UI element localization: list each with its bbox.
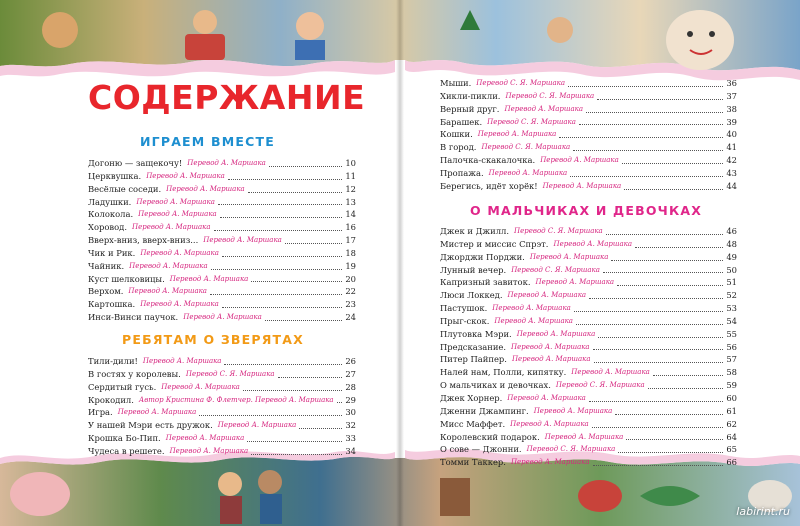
toc-entry-translator: Перевод А. Маршака (494, 316, 573, 325)
toc-entry-page: 57 (726, 354, 737, 365)
toc-entry-page: 54 (726, 315, 737, 326)
toc-entry-page: 24 (345, 312, 356, 323)
toc-entry-title: Мисс Маффет. (440, 418, 506, 429)
toc-entry-page: 36 (726, 78, 737, 88)
toc-entry-translator: Перевод А. Маршака (533, 406, 613, 415)
toc-entry (440, 341, 737, 354)
toc-entry-title: Лунный вечер. (440, 264, 507, 275)
toc-leader-dots (589, 297, 723, 299)
toc-entry-page: 16 (345, 222, 356, 233)
toc-entry-page: 27 (345, 368, 356, 379)
toc-entry (88, 221, 356, 234)
toc-entry-title: Мистер и миссис Спрэт. (440, 238, 549, 249)
toc-entry-title: Хикли-пикли. (440, 90, 501, 101)
toc-entry-title: О мальчиках и девочках. (440, 380, 551, 391)
toc-entry (440, 353, 737, 366)
toc-entry (88, 311, 356, 324)
toc-entry-title: В город. (440, 142, 477, 153)
toc-entry-title: Догоню — защекочу! (88, 158, 183, 168)
section-heading-kids: О МАЛЬЧИКАХ И ДЕВОЧКАХ (470, 203, 703, 218)
toc-entry-translator: Перевод А. Маршака (542, 181, 622, 190)
toc-entry-translator: Перевод А. Маршака (511, 342, 590, 351)
toc-entry-title: Мыши. (440, 78, 472, 88)
toc-entry (88, 432, 356, 445)
toc-entry-page: 20 (345, 273, 356, 284)
toc-entry-translator: Перевод А. Маршака (165, 434, 245, 443)
toc-entry (440, 276, 737, 289)
toc-list-play (88, 157, 356, 324)
toc-entry-title: Тили-дили! (88, 356, 138, 366)
toc-leader-dots (222, 306, 343, 308)
toc-entry-translator: Перевод А. Маршака (544, 432, 624, 441)
toc-entry (440, 167, 737, 180)
toc-entry-translator: Перевод А. Маршака (166, 184, 245, 193)
toc-entry-title: Верный друг. (440, 103, 500, 114)
toc-leader-dots (247, 440, 342, 442)
toc-entry-title: Томми Таккер. (440, 457, 506, 468)
section-heading-animals: РЕБЯТАМ О ЗВЕРЯТАХ (122, 332, 304, 347)
toc-entry (440, 443, 737, 456)
toc-entry-translator: Автор Кристина Ф. Флетчер. Перевод А. Маршака (138, 395, 334, 404)
toc-leader-dots (251, 280, 342, 282)
toc-leader-dots (611, 259, 723, 261)
toc-entry-page: 22 (345, 286, 356, 297)
toc-leader-dots (594, 361, 724, 363)
toc-entry-translator: Перевод А. Маршака (540, 156, 619, 165)
toc-entry-translator: Перевод С. Я. Маршака (526, 445, 616, 454)
toc-entry-page: 58 (726, 367, 737, 378)
toc-entry (440, 366, 737, 379)
toc-entry-page: 13 (345, 196, 356, 207)
toc-entry-page: 23 (345, 299, 356, 310)
toc-entry-page: 33 (345, 433, 356, 444)
toc-leader-dots (269, 165, 343, 167)
toc-leader-dots (617, 284, 723, 286)
toc-entry-title: Инси-Винси паучок. (88, 312, 179, 323)
toc-list-animals-left (88, 355, 356, 458)
page-title: СОДЕРЖАНИЕ (88, 78, 366, 117)
toc-entry-translator: Перевод А. Маршака (142, 357, 222, 365)
toc-entry-title: Верхом. (88, 286, 124, 297)
section-heading-play: ИГРАЕМ ВМЕСТЕ (140, 134, 275, 149)
toc-entry-translator: Перевод А. Маршака (535, 278, 615, 287)
toc-entry-title: О сове — Джонни. (440, 444, 522, 455)
toc-entry (440, 238, 737, 251)
toc-leader-dots (248, 191, 343, 193)
toc-entry-translator: Перевод С. Я. Маршака (481, 143, 571, 152)
toc-leader-dots (228, 178, 343, 180)
toc-entry-translator: Перевод А. Маршака (140, 248, 219, 257)
toc-entry (440, 405, 737, 418)
toc-entry (440, 379, 737, 392)
toc-entry (88, 273, 356, 286)
toc-entry-title: Барашек. (440, 116, 483, 127)
toc-entry-page: 53 (726, 303, 737, 314)
toc-entry-title: Вверх-вниз, вверх-вниз... (88, 235, 199, 246)
toc-entry (440, 141, 737, 154)
toc-entry (440, 315, 737, 328)
toc-entry-translator: Перевод А. Маршака (529, 252, 609, 261)
toc-entry-translator: Перевод А. Маршака (131, 223, 211, 232)
toc-entry-page: 49 (726, 251, 737, 262)
toc-leader-dots (648, 387, 724, 389)
toc-entry-title: Чудеса в решете. (88, 445, 165, 456)
toc-entry (88, 196, 356, 209)
toc-leader-dots (624, 188, 723, 190)
toc-entry-title: Джорджи Порджи. (440, 251, 525, 262)
toc-entry (440, 116, 737, 129)
toc-entry (88, 368, 356, 381)
toc-leader-dots (211, 268, 343, 270)
toc-entry (440, 289, 737, 302)
toc-entry-page: 37 (726, 90, 737, 101)
toc-entry-page: 14 (345, 209, 356, 220)
toc-entry (88, 208, 356, 221)
toc-entry (88, 247, 356, 260)
toc-entry-title: Крокодил. (88, 394, 134, 405)
toc-entry-page: 40 (726, 129, 737, 140)
toc-leader-dots (586, 111, 723, 113)
toc-leader-dots (222, 255, 342, 257)
toc-entry-translator: Перевод А. Маршака (203, 236, 282, 245)
toc-entry-page: 29 (345, 394, 356, 405)
toc-leader-dots (251, 453, 342, 455)
toc-leader-dots (589, 400, 723, 402)
toc-leader-dots (653, 374, 724, 376)
book-spine (396, 0, 404, 526)
toc-entry-page: 60 (726, 392, 737, 403)
toc-entry-page: 10 (345, 158, 356, 168)
toc-leader-dots (299, 427, 342, 429)
toc-leader-dots (598, 336, 723, 338)
toc-entry-translator: Перевод А. Маршака (129, 261, 208, 270)
toc-leader-dots (606, 233, 724, 235)
toc-entry-translator: Перевод А. Маршака (510, 458, 590, 467)
toc-entry (88, 170, 356, 183)
toc-leader-dots (593, 464, 724, 466)
toc-entry-translator: Перевод С. Я. Маршака (511, 265, 600, 274)
toc-entry-translator: Перевод А. Маршака (477, 130, 557, 139)
toc-leader-dots (285, 242, 343, 244)
toc-entry (88, 445, 356, 458)
toc-entry-page: 26 (345, 356, 356, 366)
toc-leader-dots (559, 136, 723, 138)
toc-entry-translator: Перевод А. Маршака (161, 382, 240, 391)
toc-entry-page: 46 (726, 226, 737, 236)
toc-entry-translator: Перевод А. Маршака (128, 287, 207, 296)
toc-entry-title: Капризный завиток. (440, 277, 531, 288)
toc-leader-dots (622, 162, 724, 164)
toc-leader-dots (576, 323, 723, 325)
toc-entry-translator: Перевод С. Я. Маршака (476, 79, 565, 87)
labirint-logo: labirint.ru (736, 505, 790, 518)
toc-entry (440, 180, 737, 193)
toc-entry-page: 41 (726, 142, 737, 153)
toc-entry (88, 234, 356, 247)
toc-entry-title: У нашей Мэри есть дружок. (88, 420, 213, 431)
toc-entry (440, 418, 737, 431)
toc-entry-page: 28 (345, 381, 356, 392)
toc-entry-title: Пропажа. (440, 167, 484, 178)
toc-entry-page: 43 (726, 167, 737, 178)
toc-entry-page: 38 (726, 103, 737, 114)
toc-entry-page: 52 (726, 290, 737, 301)
toc-entry (88, 285, 356, 298)
toc-list-kids (440, 225, 737, 469)
toc-entry (440, 225, 737, 238)
toc-entry-translator: Перевод А. Маршака (511, 355, 591, 364)
toc-entry-translator: Перевод А. Маршака (187, 159, 266, 167)
toc-entry-translator: Перевод А. Маршака (516, 329, 596, 338)
toc-entry-title: Предсказание. (440, 341, 507, 352)
toc-entry (88, 355, 356, 368)
toc-entry (440, 328, 737, 341)
toc-leader-dots (570, 175, 723, 177)
toc-entry-translator: Перевод А. Маршака (507, 393, 586, 402)
toc-entry-title: Хоровод. (88, 222, 127, 233)
toc-list-animals-right (440, 77, 737, 193)
toc-entry-page: 56 (726, 341, 737, 352)
toc-entry-page: 61 (726, 405, 737, 416)
toc-entry-page: 44 (726, 180, 737, 191)
toc-entry-title: Колокола. (88, 209, 134, 220)
toc-entry-translator: Перевод А. Маршака (169, 274, 249, 283)
toc-leader-dots (199, 414, 342, 416)
toc-entry-title: Питер Пайпер. (440, 354, 507, 365)
toc-entry-page: 42 (726, 155, 737, 166)
toc-entry (440, 90, 737, 103)
toc-entry-title: Плутовка Мэри. (440, 328, 512, 339)
toc-entry (440, 264, 737, 277)
toc-leader-dots (579, 123, 723, 125)
toc-entry-page: 30 (345, 407, 356, 418)
toc-entry-title: Церквушка. (88, 170, 142, 181)
toc-entry-title: В гостях у королевы. (88, 368, 181, 379)
toc-leader-dots (618, 451, 723, 453)
toc-entry-title: Игра. (88, 407, 113, 418)
toc-leader-dots (218, 203, 342, 205)
toc-leader-dots (568, 85, 723, 87)
toc-entry-page: 17 (345, 235, 356, 246)
toc-entry (88, 260, 356, 273)
toc-leader-dots (224, 363, 342, 365)
toc-entry-title: Чайник. (88, 260, 125, 271)
toc-leader-dots (573, 149, 723, 151)
toc-entry-title: Берегись, идёт хорёк! (440, 180, 538, 191)
toc-leader-dots (635, 246, 723, 248)
toc-leader-dots (593, 348, 724, 350)
toc-entry-page: 66 (726, 457, 737, 468)
toc-entry-translator: Перевод С. Я. Маршака (555, 381, 645, 390)
toc-entry-translator: Перевод А. Маршака (504, 104, 584, 113)
toc-entry-title: Кошки. (440, 129, 473, 140)
toc-entry (440, 251, 737, 264)
toc-leader-dots (214, 229, 343, 231)
toc-entry (440, 456, 737, 469)
toc-entry-title: Джек Хорнер. (440, 392, 503, 403)
toc-entry-translator: Перевод С. Я. Маршака (514, 227, 603, 235)
toc-entry-translator: Перевод А. Маршака (117, 408, 197, 417)
toc-entry (440, 154, 737, 167)
toc-entry-title: Джек и Джилл. (440, 226, 510, 236)
toc-entry-translator: Перевод А. Маршака (217, 421, 297, 430)
toc-entry-page: 11 (345, 170, 356, 181)
toc-entry-page: 34 (345, 445, 356, 456)
toc-entry-translator: Перевод А. Маршака (492, 304, 571, 313)
toc-leader-dots (210, 293, 342, 295)
toc-leader-dots (615, 413, 723, 415)
toc-entry (88, 394, 356, 407)
toc-entry-title: Пастушок. (440, 303, 488, 314)
toc-entry-translator: Перевод А. Маршака (138, 210, 217, 219)
toc-leader-dots (592, 426, 724, 428)
toc-entry-translator: Перевод А. Маршака (140, 300, 219, 309)
toc-entry-page: 32 (345, 420, 356, 431)
toc-entry (88, 381, 356, 394)
toc-entry-title: Прыг-скок. (440, 315, 490, 326)
toc-entry-page: 59 (726, 380, 737, 391)
toc-entry-translator: Перевод А. Маршака (507, 291, 587, 300)
toc-entry-translator: Перевод С. Я. Маршака (185, 369, 275, 378)
toc-entry (440, 302, 737, 315)
toc-entry (440, 77, 737, 90)
toc-entry-title: Налей нам, Полли, кипятку. (440, 367, 567, 378)
toc-entry-title: Королевский подарок. (440, 431, 540, 442)
toc-entry-title: Чик и Рик. (88, 247, 136, 258)
toc-leader-dots (278, 376, 343, 378)
toc-entry-page: 19 (345, 260, 356, 271)
toc-entry-translator: Перевод А. Маршака (571, 368, 650, 377)
toc-leader-dots (265, 319, 343, 321)
toc-entry-translator: Перевод С. Я. Маршака (487, 117, 576, 126)
toc-entry-title: Ладушки. (88, 196, 132, 207)
toc-entry-page: 48 (726, 238, 737, 249)
toc-entry-title: Картошка. (88, 299, 136, 310)
toc-leader-dots (626, 438, 723, 440)
toc-entry-page: 51 (726, 277, 737, 288)
toc-entry-title: Весёлые соседи. (88, 183, 162, 194)
toc-leader-dots (603, 271, 723, 273)
toc-entry-page: 12 (345, 183, 356, 194)
toc-entry-title: Палочка-скакалочка. (440, 155, 536, 166)
toc-entry-translator: Перевод С. Я. Маршака (505, 91, 595, 100)
toc-entry-translator: Перевод А. Маршака (146, 171, 225, 180)
toc-entry-translator: Перевод А. Маршака (136, 197, 215, 206)
toc-entry-page: 62 (726, 418, 737, 429)
toc-entry (88, 298, 356, 311)
toc-entry-title: Куст шелковицы. (88, 273, 165, 284)
toc-entry-translator: Перевод А. Маршака (169, 446, 249, 455)
toc-entry-page: 39 (726, 116, 737, 127)
toc-entry-translator: Перевод А. Маршака (510, 419, 589, 428)
toc-entry-title: Люси Локкед. (440, 290, 503, 301)
toc-leader-dots (220, 216, 343, 218)
toc-entry-title: Дженни Джампинг. (440, 405, 529, 416)
toc-entry-translator: Перевод А. Маршака (553, 239, 633, 248)
toc-entry-page: 18 (345, 247, 356, 258)
toc-entry-page: 64 (726, 431, 737, 442)
toc-entry-page: 65 (726, 444, 737, 455)
toc-leader-dots (337, 401, 343, 403)
toc-entry (88, 406, 356, 419)
toc-entry-translator: Перевод А. Маршака (183, 313, 262, 322)
toc-leader-dots (243, 389, 343, 391)
toc-entry (88, 183, 356, 196)
toc-entry-translator: Перевод А. Маршака (488, 168, 568, 177)
toc-entry (88, 419, 356, 432)
toc-entry (440, 128, 737, 141)
toc-entry (440, 103, 737, 116)
toc-entry (88, 157, 356, 170)
toc-entry (440, 431, 737, 444)
toc-entry-page: 55 (726, 328, 737, 339)
toc-entry-page: 50 (726, 264, 737, 275)
toc-leader-dots (574, 310, 723, 312)
toc-entry (440, 392, 737, 405)
toc-entry-title: Крошка Бо-Пип. (88, 433, 161, 444)
toc-entry-title: Сердитый гусь. (88, 381, 157, 392)
toc-leader-dots (597, 98, 723, 100)
